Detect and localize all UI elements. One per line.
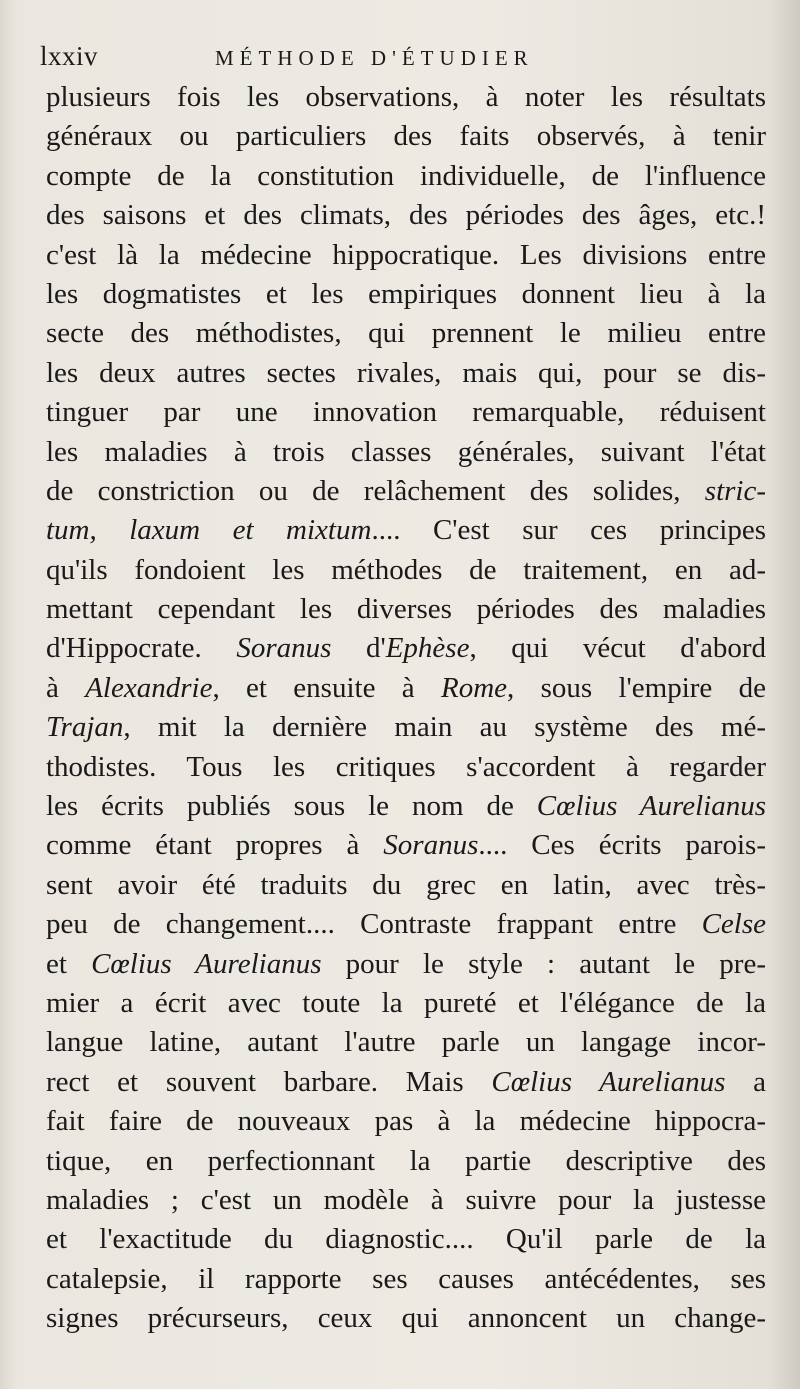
text-segment: les écrits publiés sous le nom de	[46, 790, 537, 823]
text-segment: fait faire de nouveaux pas à la médecine hippocra-	[46, 1105, 766, 1138]
text-line	[46, 748, 766, 787]
text-segment: les maladies à trois classes générales, suivant l'état	[46, 435, 766, 468]
text-segment: compte de la constitution individuelle, de l'influence	[46, 159, 766, 192]
text-segment: mettant cependant les diverses périodes des maladies	[46, 593, 766, 626]
text-segment: maladies ; c'est un modèle à suivre pour la justesse	[46, 1183, 766, 1216]
text-segment: , qui vécut d'abord	[469, 632, 766, 665]
italic-text: Rome	[440, 671, 508, 704]
text-segment: pour le style : autant le pre-	[321, 947, 766, 980]
text-line	[46, 1260, 766, 1299]
text-segment: tique, en perfectionnant la partie descriptive des	[46, 1144, 766, 1177]
text-line	[46, 1102, 766, 1141]
italic-text: tum, laxum et mixtum	[46, 514, 372, 547]
text-line	[46, 984, 766, 1023]
italic-text: Alexandrie	[85, 671, 213, 704]
text-segment: qu'ils fondoient les méthodes de traitement, en ad-	[46, 553, 766, 586]
page-number: lxxiv	[40, 41, 99, 71]
text-segment: plusieurs fois les observations, à noter les résultats	[46, 81, 766, 113]
text-line	[46, 866, 766, 905]
body-text	[46, 78, 766, 1339]
text-segment: rect et souvent barbare. Mais	[46, 1065, 492, 1098]
text-segment: thodistes. Tous les critiques s'accordent à regarder	[46, 750, 766, 783]
text-line	[46, 669, 766, 708]
text-segment: de constriction ou de relâchement des solides,	[46, 474, 705, 507]
text-line	[46, 1142, 766, 1181]
text-segment: les dogmatistes et les empiriques donnent lieu à la	[46, 277, 766, 310]
text-segment: des saisons et des climats, des périodes des âges, etc.!	[46, 199, 766, 232]
text-segment: comme étant propres à	[46, 829, 384, 862]
italic-text: Soranus	[383, 829, 479, 862]
text-line	[46, 787, 766, 826]
italic-text: Cœlius Aurelianus	[536, 790, 766, 823]
text-line	[46, 1299, 766, 1338]
text-segment: généraux ou particuliers des faits observés, à tenir	[46, 120, 766, 153]
text-line	[46, 1063, 766, 1102]
text-segment: , mit la dernière main au système des mé-	[123, 711, 766, 744]
text-segment: et l'exactitude du diagnostic.... Qu'il parle de la	[46, 1223, 766, 1256]
text-line	[46, 708, 766, 747]
text-segment: .... C'est sur ces principes	[371, 514, 767, 547]
text-segment: et	[46, 947, 92, 980]
text-line	[46, 590, 766, 629]
running-head	[40, 38, 770, 74]
text-segment: d'Hippocrate.	[46, 632, 237, 665]
text-segment: peu de changement.... Contraste frappant entre	[46, 908, 702, 941]
text-line	[46, 1181, 766, 1220]
running-title: MÉTHODE D'ÉTUDIER	[215, 46, 534, 70]
text-line	[46, 157, 766, 196]
text-segment: , et ensuite à	[212, 671, 441, 704]
text-line	[46, 275, 766, 314]
text-line	[46, 551, 766, 590]
text-line	[46, 196, 766, 235]
italic-text: Cœlius Aurelianus	[91, 947, 322, 980]
italic-text: Ephèse	[385, 632, 470, 665]
text-line	[46, 629, 766, 668]
text-line	[46, 472, 766, 511]
text-segment: les deux autres sectes rivales, mais qui, pour se dis-	[46, 356, 766, 389]
text-segment: .... Ces écrits parois-	[478, 829, 766, 862]
italic-text: Trajan	[46, 711, 124, 744]
text-line	[46, 905, 766, 944]
text-line	[46, 1023, 766, 1062]
text-segment: catalepsie, il rapporte ses causes antécédentes, ses	[46, 1262, 766, 1295]
italic-text: Cœlius Aurelianus	[491, 1065, 726, 1098]
text-segment: d'	[331, 632, 386, 665]
text-segment: sent avoir été traduits du grec en latin, avec très-	[46, 868, 766, 901]
text-line	[46, 1220, 766, 1259]
text-line	[46, 511, 766, 550]
text-line	[46, 236, 766, 275]
text-segment: c'est là la médecine hippocratique. Les divisions entre	[46, 238, 766, 271]
text-line	[46, 945, 766, 984]
text-segment: à	[46, 671, 86, 704]
text-line	[46, 354, 766, 393]
text-segment: langue latine, autant l'autre parle un langage incor-	[46, 1026, 766, 1059]
text-line	[46, 393, 766, 432]
text-segment: secte des méthodistes, qui prennent le milieu entre	[46, 317, 766, 350]
text-line	[46, 117, 766, 156]
text-segment: signes précurseurs, ceux qui annoncent un change-	[46, 1302, 766, 1335]
text-segment: mier a écrit avec toute la pureté et l'élégance de la	[46, 986, 766, 1019]
text-line	[46, 433, 766, 472]
text-segment: a	[725, 1065, 767, 1098]
italic-text: stric-	[704, 474, 766, 507]
text-segment: tinguer par une innovation remarquable, réduisent	[46, 396, 766, 429]
italic-text: Celse	[701, 908, 766, 941]
text-line	[46, 314, 766, 353]
text-line	[46, 78, 766, 117]
text-line	[46, 826, 766, 865]
italic-text: Soranus	[236, 632, 332, 665]
text-segment: , sous l'empire de	[507, 671, 767, 704]
